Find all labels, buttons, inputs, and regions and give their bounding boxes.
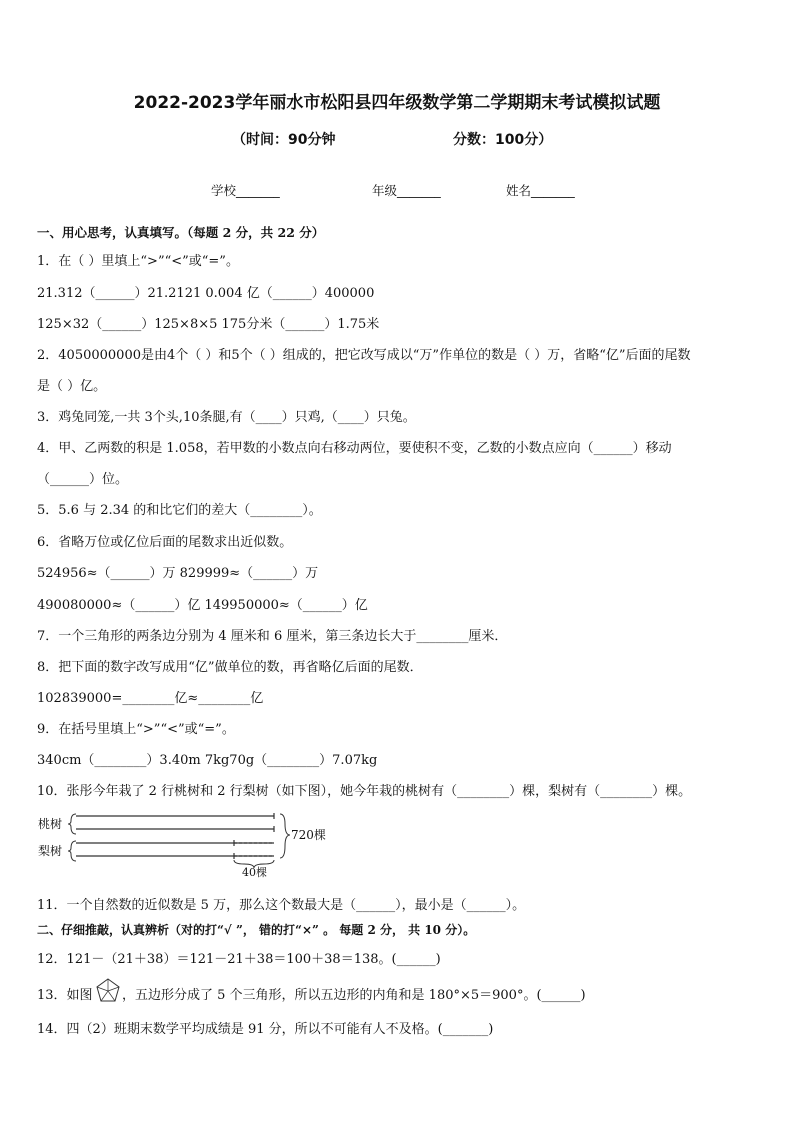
question-9: 9．在括号里填上“>”“<”或“=”。 [37, 722, 235, 737]
question-3: 3．鸡兔同笼,一共 3个头,10条腿,有（____）只鸡,（____）只兔。 [37, 410, 416, 425]
school-field[interactable]: 学校_______ [211, 183, 280, 198]
question-5: 5．5.6 与 2.34 的和比它们的差大（________）。 [37, 503, 322, 518]
section-1-heading: 一、用心思考，认真填写。（每题 2 分，共 22 分） [37, 225, 325, 240]
total-brace [280, 814, 290, 858]
question-1-row-2: 125×32（______）125×8×5 175分米（______）1.75米 [37, 317, 380, 332]
exam-time: （时间：90分钟 [232, 132, 336, 148]
question-6-row-2: 490080000≈（______）亿 149950000≈（______）亿 [37, 598, 368, 613]
exam-score: 分数：100分） [453, 132, 553, 148]
peach-brace [68, 814, 76, 834]
diff-label: 40棵 [242, 866, 267, 878]
question-8: 8．把下面的数字改写成用“亿”做单位的数，再省略亿后面的尾数． [37, 660, 423, 675]
peach-rows [76, 813, 274, 832]
question-6-row-1: 524956≈（______）万 829999≈（______）万 [37, 566, 319, 581]
question-2: 2．4050000000是由4个（ ）和5个（ ）组成的，把它改写成以“万”作单位的数是（ ）万，省略“亿”后面的尾数 [37, 348, 691, 363]
question-1: 1．在（ ）里填上“>”“<”或“=”。 [37, 254, 239, 269]
pear-rows [76, 840, 274, 859]
section-2-heading: 二、仔细推敲，认真辨析（对的打“√ ”， 错的打“×” 。 每题 2 分， 共 10 分）。 [37, 923, 476, 937]
question-7: 7．一个三角形的两条边分别为 4 厘米和 6 厘米，第三条边长大于________厘米． [37, 629, 508, 644]
question-4-cont: （______）位。 [37, 472, 129, 487]
pentagon-figure [96, 978, 120, 1002]
question-1-row-1: 21.312（______）21.2121 0.004 亿（______）400000 [37, 286, 375, 301]
question-13-end: ，五边形分成了 5 个三角形，所以五边形的内角和是 180°×5＝900°。(______) [122, 988, 586, 1003]
question-8-row: 102839000=________亿≈________亿 [37, 691, 264, 706]
question-10: 10．张彤今年栽了 2 行桃树和 2 行梨树（如下图），她今年栽的桃树有（________）棵，梨树有（________）棵。 [37, 784, 692, 799]
name-field[interactable]: 姓名_______ [506, 183, 575, 198]
pear-brace [68, 841, 76, 861]
question-2-cont: 是（ ）亿。 [37, 379, 107, 394]
grade-field[interactable]: 年级_______ [372, 183, 441, 198]
question-13-start: 13．如图 [37, 988, 93, 1003]
trees-diagram [36, 812, 336, 878]
question-9-row: 340cm（________）3.40m 7kg70g（________）7.07kg [37, 753, 378, 768]
page-title: 2022-2023学年丽水市松阳县四年级数学第二学期期末考试模拟试题 [133, 93, 661, 113]
total-label: 720棵 [291, 828, 326, 842]
pear-label: 梨树 [38, 844, 63, 858]
question-6: 6．省略万位或亿位后面的尾数求出近似数。 [37, 535, 293, 550]
question-11: 11．一个自然数的近似数是 5 万，那么这个数最大是（______），最小是（______）。 [37, 898, 526, 913]
question-12: 12．121－（21＋38）＝121－21＋38＝100＋38＝138。(______) [37, 952, 441, 967]
peach-label: 桃树 [38, 817, 63, 831]
question-14: 14．四（2）班期末数学平均成绩是 91 分，所以不可能有人不及格。(_______) [37, 1022, 494, 1037]
question-4: 4．甲、乙两数的积是 1.058，若甲数的小数点向右移动两位，要使积不变，乙数的小数点应向（______）移动 [37, 441, 672, 456]
